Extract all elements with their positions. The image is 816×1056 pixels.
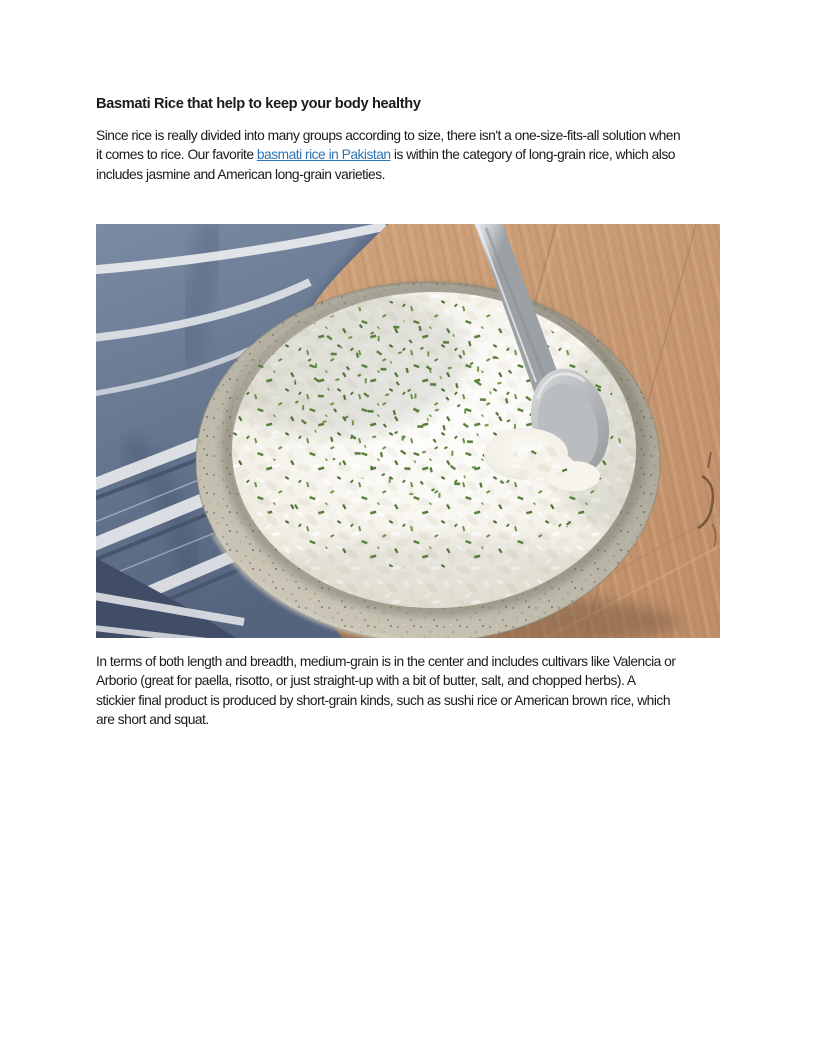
- paragraph-line: [96, 145, 720, 164]
- paragraph-line: stickier final product is produced by short-grain kinds, such as sushi rice or American brown rice, which: [96, 692, 670, 708]
- closing-paragraph: [96, 652, 720, 729]
- paragraph-line: are short and squat.: [96, 711, 209, 727]
- paragraph-line: includes jasmine and American long-grain varieties.: [96, 166, 385, 182]
- intro-paragraph: [96, 126, 720, 184]
- text-after-link: is within the category of long-grain rice, which also: [390, 147, 675, 163]
- page-title: Basmati Rice that help to keep your body healthy: [96, 96, 421, 112]
- paragraph-line: In terms of both length and breadth, medium-grain is in the center and includes cultivars like Valencia or: [96, 654, 676, 669]
- rice-photo: [96, 224, 720, 638]
- paragraph-line: Arborio (great for paella, risotto, or just straight-up with a bit of butter, salt, and chopped herbs). A: [96, 673, 636, 689]
- basmati-rice-link[interactable]: basmati rice in Pakistan: [256, 147, 391, 163]
- text-before-link: it comes to rice. Our favorite: [96, 147, 257, 163]
- paragraph-line: Since rice is really divided into many groups according to size, there isn't a one-size-fits-all solution when: [96, 128, 681, 143]
